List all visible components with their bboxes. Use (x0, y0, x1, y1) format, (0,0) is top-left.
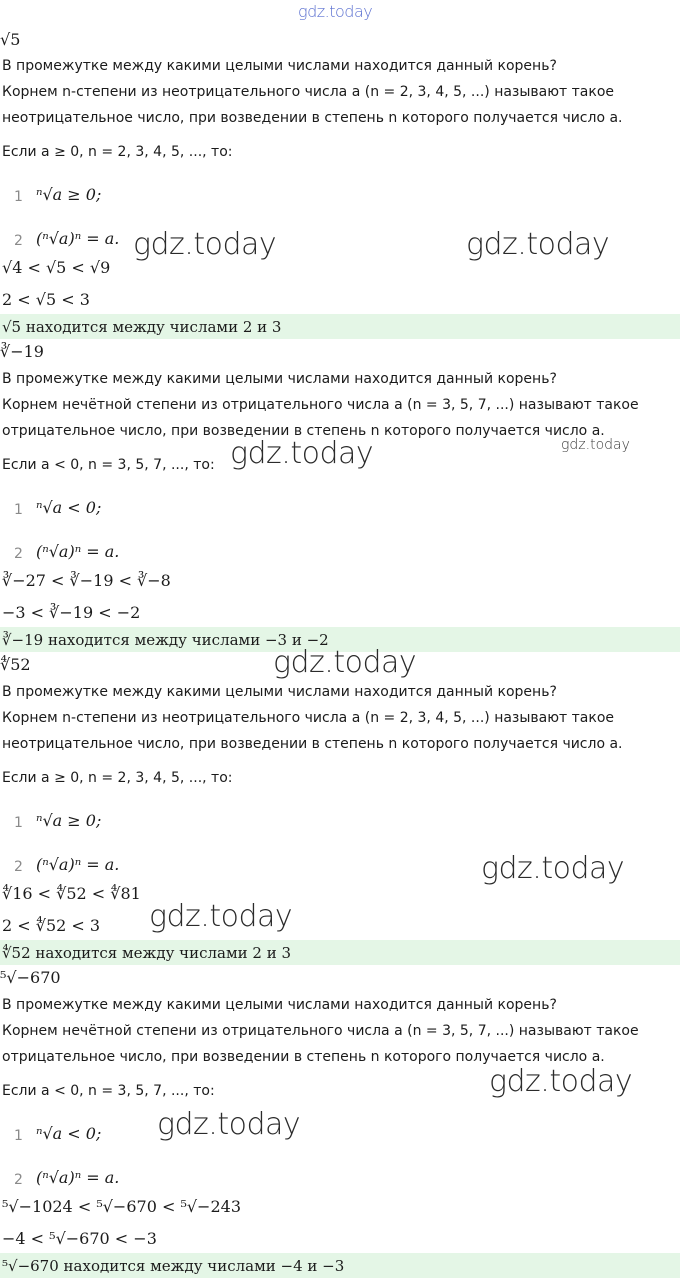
property-number: 2 (14, 233, 23, 249)
solution-step-1: ⁵√−1024 < ⁵√−670 < ⁵√−243 (2, 1197, 241, 1216)
property-number: 2 (14, 546, 23, 562)
condition-text: Если a ≥ 0, n = 2, 3, 4, 5, ..., то: (2, 144, 233, 160)
definition-line-1: Корнем n-степени из неотрицательного числа a (n = 2, 3, 4, 5, ...) называют такое (2, 710, 615, 726)
property-number: 2 (14, 859, 23, 875)
question-text: В промежутке между какими целыми числами находится данный корень? (2, 371, 557, 387)
condition-text: Если a < 0, n = 3, 5, 7, ..., то: (2, 1083, 215, 1099)
property-2: (ⁿ√a)ⁿ = a. (36, 229, 120, 248)
definition-line-2: неотрицательное число, при возведении в степень n которого получается число a. (2, 736, 623, 752)
watermark: gdz.today (489, 1064, 633, 1099)
watermark: gdz.today (466, 227, 610, 262)
task-expression: ⁵√−670 (0, 968, 61, 987)
definition-line-1: Корнем n-степени из неотрицательного числа a (n = 2, 3, 4, 5, ...) называют такое (2, 84, 615, 100)
definition-line-2: отрицательное число, при возведении в степень n которого получается число a. (2, 423, 605, 439)
solution-step-1: √4 < √5 < √9 (2, 258, 111, 277)
definition-line-1: Корнем нечётной степени из отрицательного числа a (n = 3, 5, 7, ...) называют такое (2, 397, 639, 413)
watermark: gdz.today (149, 899, 293, 934)
property-2: (ⁿ√a)ⁿ = a. (36, 855, 120, 874)
property-1: ⁿ√a < 0; (36, 498, 102, 517)
question-text: В промежутке между какими целыми числами находится данный корень? (2, 684, 557, 700)
watermark: gdz.today (273, 645, 417, 680)
answer-text: ⁵√−670 находится между числами −4 и −3 (2, 1257, 345, 1275)
solution-step-2: 2 < ∜52 < 3 (2, 916, 101, 935)
solution-step-2: −3 < ∛−19 < −2 (2, 603, 141, 622)
solution-step-2: 2 < √5 < 3 (2, 290, 90, 309)
answer-text: ∛−19 находится между числами −3 и −2 (2, 631, 329, 649)
watermark: gdz.today (230, 436, 374, 471)
property-number: 1 (14, 189, 23, 205)
watermark-header: gdz.today (298, 2, 373, 21)
solution-step-1: ∛−27 < ∛−19 < ∛−8 (2, 571, 171, 590)
task-expression: √5 (0, 30, 21, 49)
property-number: 1 (14, 502, 23, 518)
property-1: ⁿ√a ≥ 0; (36, 185, 102, 204)
property-2: (ⁿ√a)ⁿ = a. (36, 542, 120, 561)
watermark: gdz.today (481, 851, 625, 886)
definition-line-2: отрицательное число, при возведении в степень n которого получается число a. (2, 1049, 605, 1065)
property-number: 1 (14, 815, 23, 831)
answer-text: ∜52 находится между числами 2 и 3 (2, 944, 292, 962)
question-text: В промежутке между какими целыми числами находится данный корень? (2, 58, 557, 74)
solution-step-2: −4 < ⁵√−670 < −3 (2, 1229, 157, 1248)
question-text: В промежутке между какими целыми числами находится данный корень? (2, 997, 557, 1013)
definition-line-1: Корнем нечётной степени из отрицательного числа a (n = 3, 5, 7, ...) называют такое (2, 1023, 639, 1039)
property-2: (ⁿ√a)ⁿ = a. (36, 1168, 120, 1187)
condition-text: Если a < 0, n = 3, 5, 7, ..., то: (2, 457, 215, 473)
condition-text: Если a ≥ 0, n = 2, 3, 4, 5, ..., то: (2, 770, 233, 786)
property-1: ⁿ√a < 0; (36, 1124, 102, 1143)
task-expression: ∜52 (0, 655, 31, 674)
solution-step-1: ∜16 < ∜52 < ∜81 (2, 884, 141, 903)
property-number: 2 (14, 1172, 23, 1188)
watermark: gdz.today (133, 227, 277, 262)
watermark: gdz.today (561, 437, 630, 453)
property-number: 1 (14, 1128, 23, 1144)
watermark: gdz.today (157, 1107, 301, 1142)
property-1: ⁿ√a ≥ 0; (36, 811, 102, 830)
task-expression: ∛−19 (0, 342, 44, 361)
definition-line-2: неотрицательное число, при возведении в степень n которого получается число a. (2, 110, 623, 126)
answer-text: √5 находится между числами 2 и 3 (2, 318, 282, 336)
